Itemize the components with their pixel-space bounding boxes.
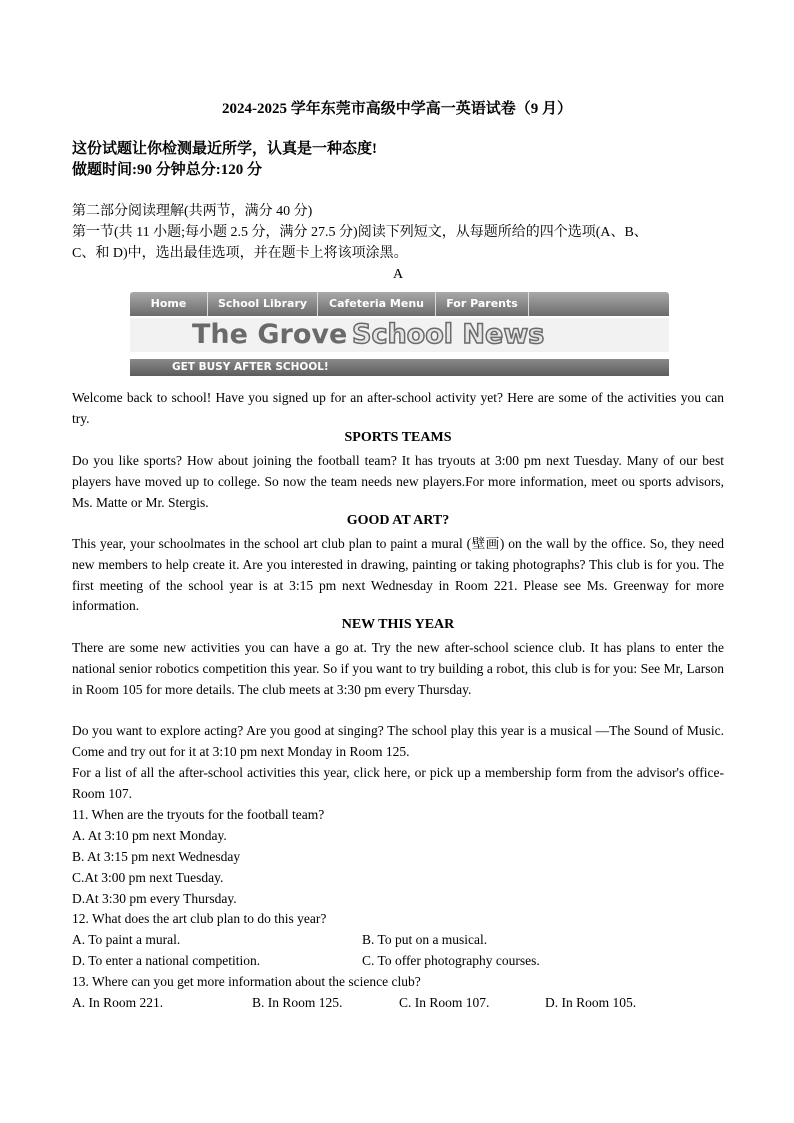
masthead-title-part1: The Grove — [192, 319, 348, 350]
part-heading: 第二部分阅读理解(共两节，满分 40 分) — [72, 204, 313, 219]
banner-nav — [130, 292, 669, 316]
passage-intro: Welcome back to school! Have you signed up for an after-school activity yet? Here are some of the activities you can try. — [72, 390, 724, 426]
heading-sports-teams: SPORTS TEAMS — [344, 430, 452, 445]
question-12-option-c: C. To offer photography courses. — [362, 953, 540, 968]
question-13: 13. Where can you get more information about the science club? — [72, 974, 421, 989]
heading-good-at-art: GOOD AT ART? — [346, 513, 450, 528]
question-11-option-d: D.At 3:30 pm every Thursday. — [72, 891, 237, 906]
paragraph-sports: Do you like sports? How about joining the football team? It has tryouts at 3:00 pm next Tuesday. Many of our best players have moved up to college. So now the team needs new players.For more information, meet ou sports advisors, Ms. Matte or Mr. Stergis. — [72, 453, 724, 510]
banner-strip — [130, 359, 669, 376]
question-12-option-b: B. To put on a musical. — [362, 932, 488, 947]
banner-strip-text: GET BUSY AFTER SCHOOL! — [172, 361, 329, 373]
nav-for-parents: For Parents — [436, 292, 529, 316]
question-13-option-a: A. In Room 221. — [72, 995, 164, 1010]
motto: 这份试题让你检测最近所学，认真是一种态度! — [72, 141, 377, 157]
heading-new-this-year: NEW THIS YEAR — [341, 617, 455, 632]
newsletter-banner — [130, 292, 669, 377]
instruction-line-1: 第一节(共 11 小题;每小题 2.5 分，满分 27.5 分)阅读下列短文，从每题所给的四个选项(A、B、 — [72, 225, 648, 240]
nav-cafeteria-menu: Cafeteria Menu — [318, 292, 436, 316]
passage-label: A — [392, 267, 404, 282]
banner-masthead — [130, 318, 669, 352]
question-12: 12. What does the art club plan to do this year? — [72, 911, 327, 926]
nav-school-library: School Library — [208, 292, 318, 316]
question-13-option-b: B. In Room 125. — [252, 995, 343, 1010]
question-11: 11. When are the tryouts for the football team? — [72, 807, 325, 822]
question-11-option-c: C.At 3:00 pm next Tuesday. — [72, 870, 224, 885]
question-13-option-c: C. In Room 107. — [399, 995, 490, 1010]
time-score: 做题时间:90 分钟总分:120 分 — [72, 162, 262, 178]
question-12-option-d: D. To enter a national competition. — [72, 953, 261, 968]
masthead-title-part2: School News — [352, 319, 545, 350]
question-11-option-b: B. At 3:15 pm next Wednesday — [72, 849, 241, 864]
paragraph-acting: Do you want to explore acting? Are you good at singing? The school play this year is a musical —The Sound of Music. Come and try out for it at 3:10 pm next Monday in Room 125. — [72, 723, 724, 759]
paragraph-art: This year, your schoolmates in the school art club plan to paint a mural (壁画) on the wall by the office. So, they need new members to help create it. Are you interested in drawing, painting or taking photographs? This club is for you. The first meeting of the school year is at 3:15 pm next Wednesday in Room 221. Please see Ms. Greenway for more information. — [72, 536, 724, 614]
nav-home: Home — [130, 292, 208, 316]
question-11-option-a: A. At 3:10 pm next Monday. — [72, 828, 227, 843]
instruction-line-2: C、和 D)中，选出最佳选项，并在题卡上将该项涂黑。 — [72, 246, 408, 261]
question-12-option-a: A. To paint a mural. — [72, 932, 181, 947]
question-13-option-d: D. In Room 105. — [545, 995, 637, 1010]
paragraph-activity-list: For a list of all the after-school activities this year, click here, or pick up a membership form from the advisor's office-Room 107. — [72, 765, 724, 801]
exam-title: 2024-2025 学年东莞市高级中学高一英语试卷（9 月） — [222, 101, 572, 117]
paragraph-science-club: There are some new activities you can have a go at. Try the new after-school science club. It has plans to enter the national senior robotics competition this year. So if you want to try building a robot, this club is for you: See Mr, Larson in Room 105 for more details. The club meets at 3:30 pm every Thursday. — [72, 640, 724, 697]
